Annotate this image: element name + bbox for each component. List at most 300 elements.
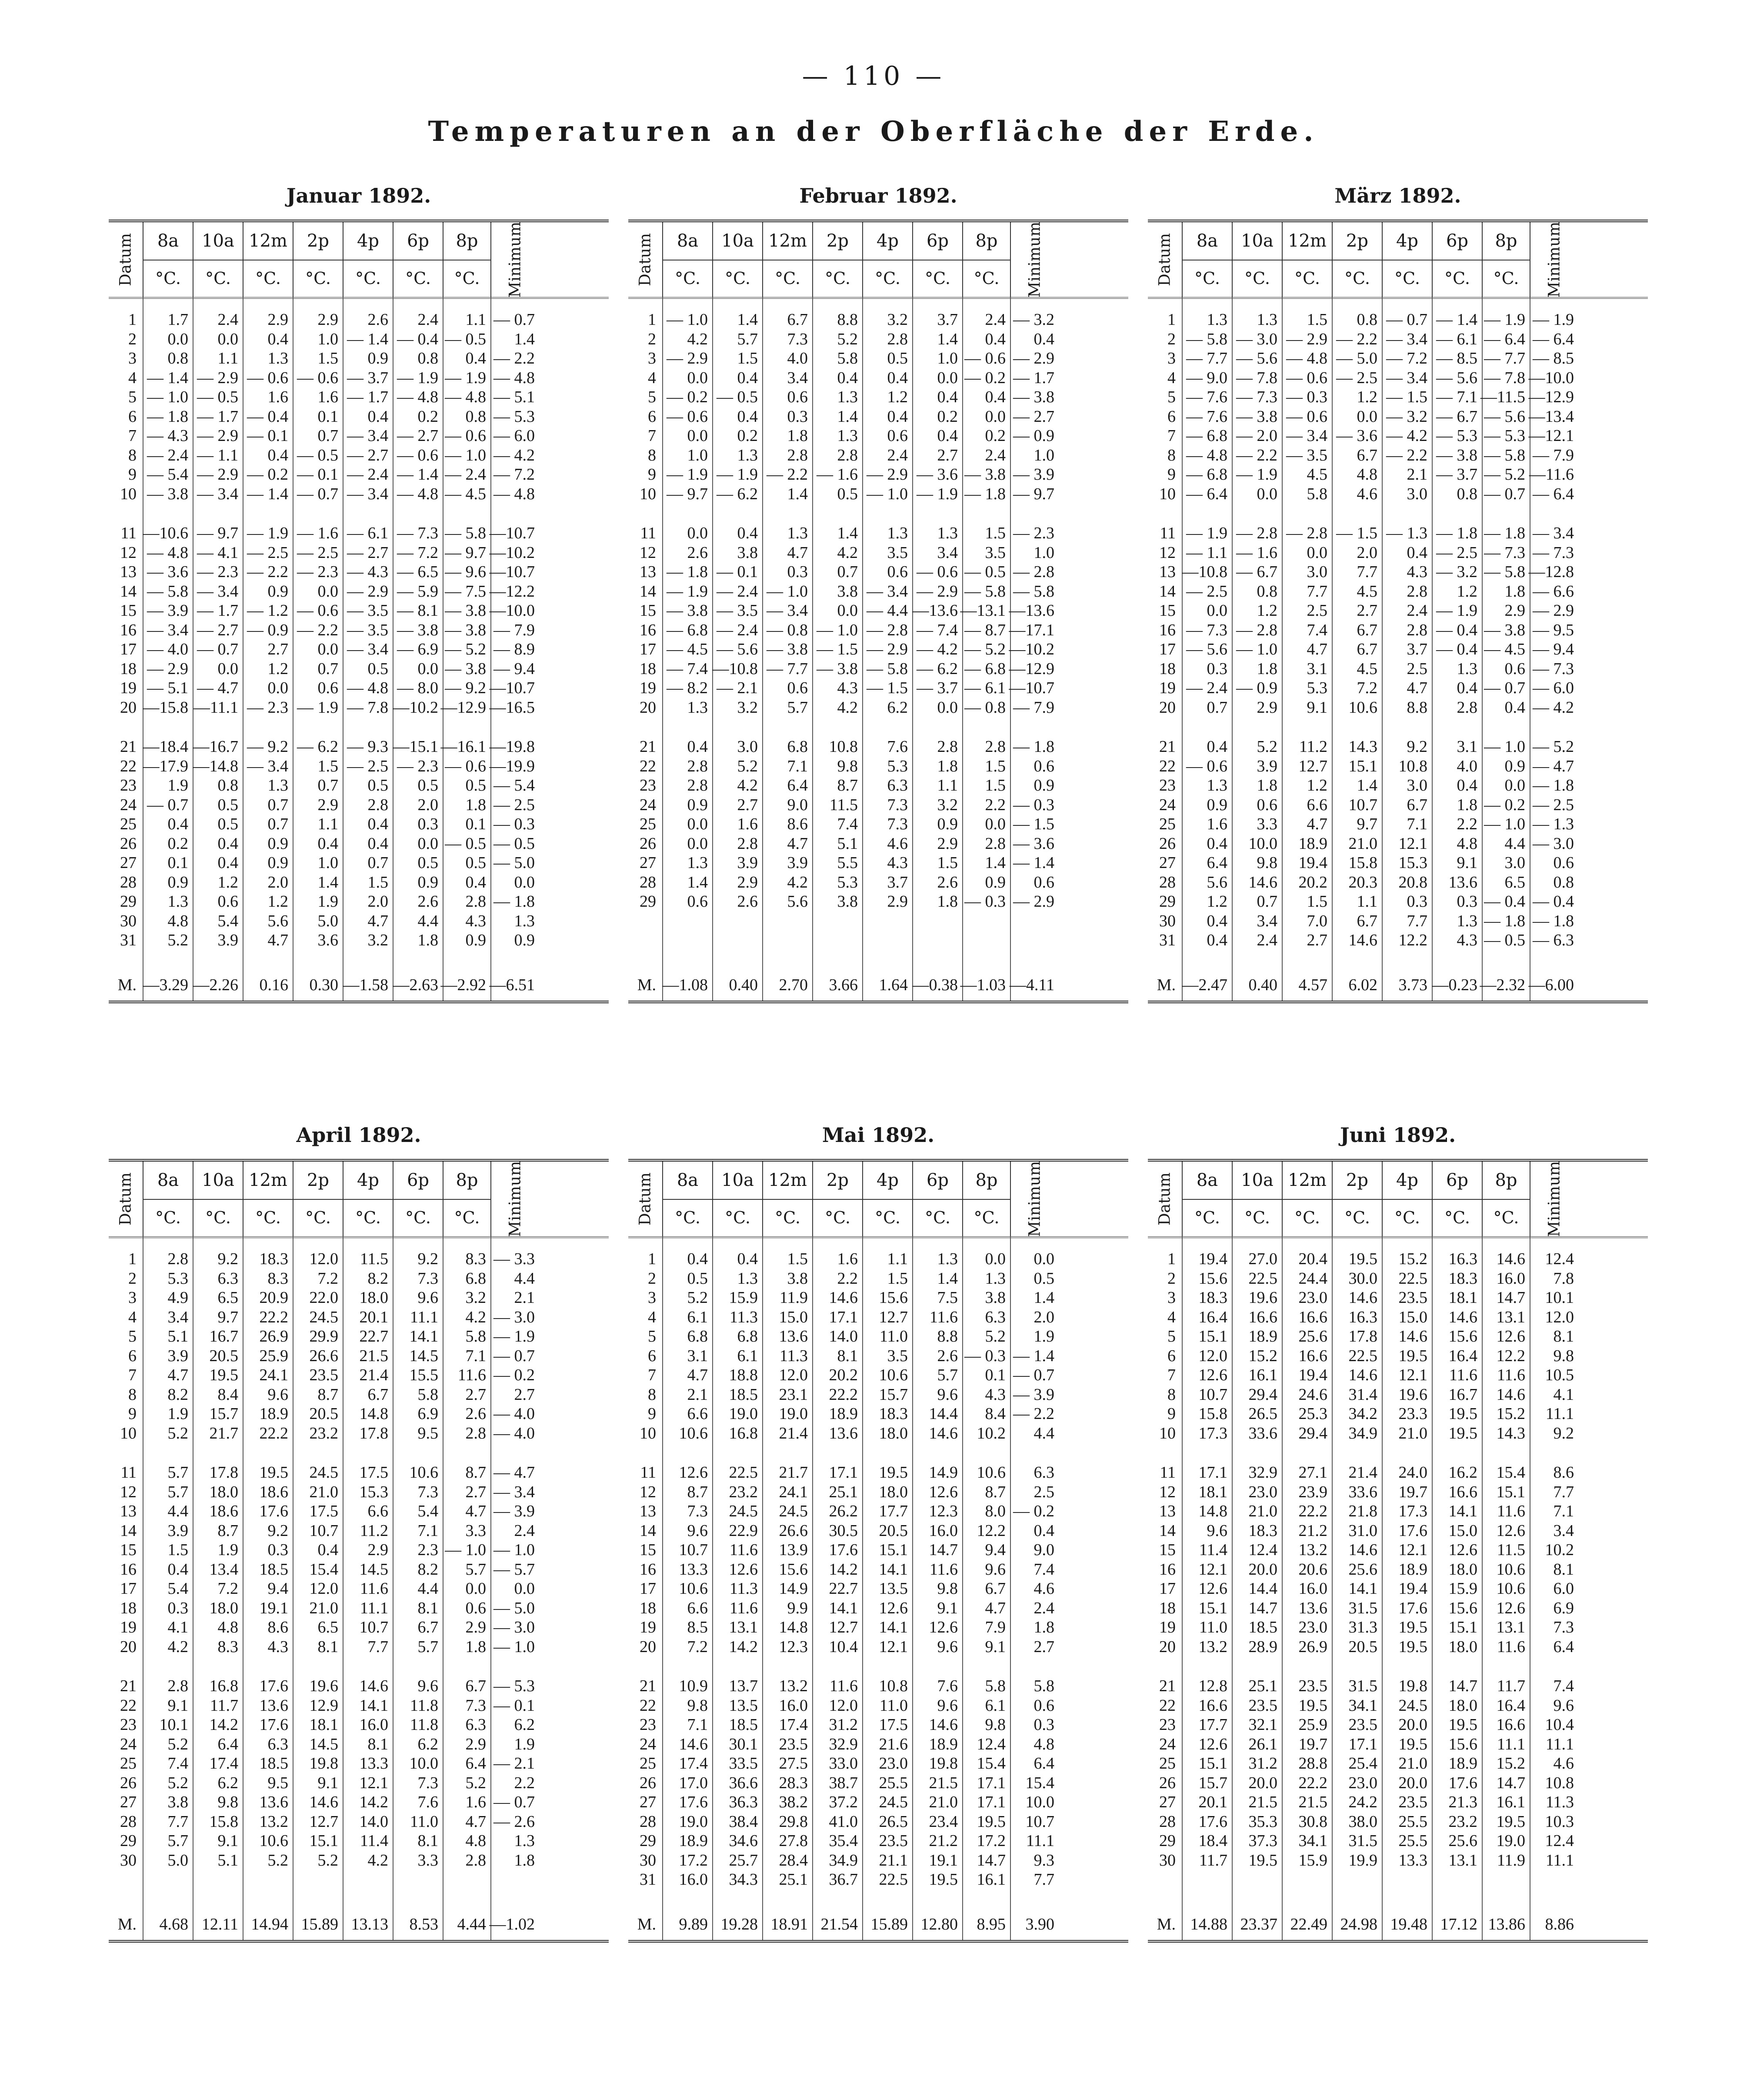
unit-label: °C. [775,269,800,288]
temperature-cell: 1.0 [1034,543,1054,562]
temperature-cell: 0.7 [367,854,388,872]
temperature-cell: — 1.0 [493,1541,535,1559]
day-number: 3 [1167,349,1176,367]
temperature-cell: — 1.4 [1013,1346,1054,1365]
temperature-cell: 7.7 [1407,911,1427,930]
temperature-cell: 14.8 [1198,1502,1227,1520]
temperature-cell: 21.1 [879,1851,908,1870]
temperature-cell: — 3.8 [397,621,438,639]
temperature-cell: 22.7 [829,1579,858,1598]
day-number: 8 [1167,446,1176,464]
temperature-cell: 13.5 [879,1579,908,1598]
temperature-cell: — 3.4 [493,1482,535,1501]
temperature-cell: — 4.8 [493,484,535,503]
day-number: 1 [128,310,137,329]
temperature-cell: 15.7 [1198,1773,1227,1792]
temperature-cell: 0.3 [1207,659,1227,678]
day-number: 26 [120,1773,137,1792]
temperature-cell: 1.3 [737,446,758,464]
temperature-cell: — 9.7 [1013,484,1054,503]
temperature-cell: 16.1 [1496,1793,1525,1811]
mean-value: 12.80 [920,1915,958,1933]
temperature-cell: 11.0 [410,1812,438,1831]
temperature-cell: 15.8 [1198,1405,1227,1423]
temperature-cell: 7.2 [1357,679,1377,697]
temperature-cell: 23.5 [1398,1793,1427,1811]
temperature-cell: — 4.1 [197,543,238,562]
temperature-cell: 1.2 [1357,388,1377,406]
temperature-cell: 2.9 [465,1618,486,1636]
temperature-cell: 9.1 [317,1773,338,1792]
temperature-cell: — 6.8 [667,621,708,639]
temperature-cell: 16.0 [929,1521,958,1540]
temperature-cell: 4.9 [167,1289,188,1307]
temperature-cell: 1.4 [737,310,758,329]
temperature-cell: 1.3 [837,388,858,406]
temperature-cell: — 7.6 [1186,388,1227,406]
temperature-cell: 7.7 [1357,563,1377,581]
temperature-cell: 12.1 [879,1637,908,1656]
temperature-cell: 19.7 [1298,1735,1327,1753]
page-number: — 110 — [802,61,945,91]
temperature-cell: 11.4 [1199,1541,1227,1559]
temperature-cell: 23.0 [1298,1618,1327,1636]
temperature-cell: 4.2 [465,1308,486,1326]
temperature-cell: 23.5 [1248,1696,1277,1715]
temperature-cell: — 4.8 [445,388,486,406]
temperature-cell: — 5.4 [493,776,535,795]
minimum-header [491,1162,539,1236]
temperature-cell: 2.8 [167,1677,188,1695]
mean-value: 8.86 [1545,1915,1574,1933]
temperature-cell: 5.4 [167,1579,188,1598]
temperature-cell: 25.5 [1398,1812,1427,1831]
temperature-cell: — 1.9 [1186,524,1227,542]
temperature-cell: — 7.7 [767,659,808,678]
unit-label: °C. [1294,269,1320,288]
temperature-cell: 0.4 [267,330,288,348]
temperature-cell: 7.7 [367,1637,388,1656]
temperature-cell: 22.2 [259,1424,288,1442]
temperature-cell: — 1.3 [1533,815,1574,833]
day-number: 25 [120,815,137,833]
temperature-cell: 5.7 [737,330,758,348]
hour-label: 6p [393,222,443,260]
temperature-cell: 8.2 [167,1385,188,1404]
temperature-cell: 11.6 [829,1677,858,1695]
temperature-cell: 9.6 [937,1385,958,1404]
temperature-cell: 10.7 [1198,1385,1227,1404]
day-number: 6 [648,1346,656,1365]
temperature-cell: 11.7 [1497,1677,1525,1695]
temperature-cell: 22.2 [829,1385,858,1404]
temperature-cell: 11.7 [210,1696,238,1715]
temperature-cell: 17.6 [1398,1599,1427,1617]
temperature-cell: 21.8 [1348,1502,1377,1520]
temperature-cell: 7.2 [317,1269,338,1288]
temperature-cell: 33.0 [829,1754,858,1773]
temperature-cell: 9.2 [217,1250,238,1268]
temperature-cell: 18.5 [259,1754,288,1773]
temperature-cell: — 0.5 [1484,931,1525,949]
temperature-cell: 12.7 [829,1618,858,1636]
temperature-cell: 3.9 [1257,757,1277,775]
day-number: 10 [1159,1424,1176,1442]
temperature-cell: 11.6 [929,1308,958,1326]
temperature-cell: 0.0 [985,815,1006,833]
temperature-cell: 4.8 [217,1618,238,1636]
day-number: 18 [120,659,137,678]
unit-label: °C. [255,1208,281,1227]
day-number: 3 [128,1289,137,1307]
temperature-cell: 7.9 [985,1618,1006,1636]
mean-value: 19.48 [1390,1915,1427,1933]
temperature-cell: 12.6 [929,1618,958,1636]
day-number: 28 [120,1812,137,1831]
temperature-cell: 11.8 [410,1696,438,1715]
temperature-cell: 18.4 [1198,1832,1227,1850]
temperature-cell: — 1.8 [493,892,535,911]
temperature-cell: — 1.0 [493,1637,535,1656]
temperature-cell: — 2.7 [347,543,388,562]
day-number: 5 [128,1327,137,1345]
minimum-header [491,222,539,297]
mean-value: —2.26 [193,976,238,994]
day-number: 20 [120,1637,137,1656]
temperature-cell: 0.8 [417,349,438,367]
temperature-cell: — 1.2 [247,601,288,620]
hour-header [1483,222,1530,297]
temperature-cell: 25.1 [829,1482,858,1501]
temperature-cell: 19.5 [209,1366,238,1384]
day-number: 22 [640,1696,656,1715]
temperature-cell: 19.5 [879,1463,908,1482]
temperature-cell: 1.0 [687,446,708,464]
temperature-cell: — 5.1 [147,679,188,697]
temperature-cell: 4.1 [1553,1385,1574,1404]
temperature-cell: 8.6 [787,815,808,833]
month-block [1148,183,1648,1035]
temperature-cell: — 1.9 [1436,601,1477,620]
temperature-cell: — 3.5 [347,601,388,620]
temperature-cell: 2.8 [985,738,1006,756]
temperature-cell: 1.9 [217,1541,238,1559]
hour-header [1383,222,1433,297]
temperature-cell: 7.1 [687,1716,708,1734]
temperature-cell: —17.1 [1009,621,1054,639]
temperature-cell: 0.3 [1034,1716,1054,1734]
temperature-cell: 24.0 [1398,1463,1427,1482]
temperature-cell: — 1.4 [347,330,388,348]
temperature-cell: 2.4 [985,310,1006,329]
temperature-cell: 5.0 [317,911,338,930]
temperature-cell: 16.6 [1496,1716,1525,1734]
temperature-cell: 5.3 [167,1269,188,1288]
temperature-cell: 0.5 [687,1269,708,1288]
temperature-cell: — 3.3 [493,1250,535,1268]
temperature-cell: — 0.6 [397,446,438,464]
temperature-cell: 1.5 [985,757,1006,775]
mean-value: 21.54 [820,1915,858,1933]
temperature-cell: 14.6 [1448,1308,1477,1326]
day-number: 1 [648,310,656,329]
temperature-cell: — 4.8 [147,543,188,562]
temperature-cell: 2.6 [465,1405,486,1423]
temperature-cell: — 6.1 [964,679,1006,697]
temperature-cell: 13.7 [729,1677,758,1695]
hour-label: 8p [1483,1162,1530,1200]
day-number: 1 [1167,1250,1176,1268]
temperature-cell: —10.8 [712,659,758,678]
temperature-cell: 9.1 [1307,698,1327,717]
temperature-cell: 1.3 [167,892,188,911]
temperature-cell: 0.9 [937,815,958,833]
hour-header [1383,1162,1433,1236]
day-number: 11 [1160,1463,1176,1482]
temperature-cell: — 3.8 [767,640,808,658]
month-block [628,1122,1128,1974]
unit-label: °C. [1194,269,1220,288]
temperature-cell: — 9.2 [445,679,486,697]
day-number: 9 [128,465,137,484]
day-number: 27 [640,854,656,872]
temperature-cell: 1.4 [787,484,808,503]
temperature-cell: 33.5 [729,1754,758,1773]
temperature-cell: 25.5 [1398,1832,1427,1850]
temperature-cell: 31.3 [1348,1618,1377,1636]
temperature-cell: 17.6 [259,1502,288,1520]
temperature-cell: 0.0 [687,834,708,853]
day-number: 29 [120,892,137,911]
temperature-cell: 0.6 [1504,659,1525,678]
day-number: 30 [120,1851,137,1870]
temperature-cell: 1.8 [787,427,808,445]
temperature-cell: 0.4 [985,330,1006,348]
data-column [1183,1236,1233,1940]
mean-value: 3.73 [1398,976,1427,994]
temperature-cell: 17.1 [977,1773,1006,1792]
temperature-cell: — 4.5 [1484,640,1525,658]
temperature-cell: — 0.8 [767,621,808,639]
temperature-cell: 12.4 [1545,1832,1574,1850]
hour-label: 2p [293,222,343,260]
day-number: 20 [640,1637,656,1656]
temperature-cell: — 1.9 [717,465,758,484]
temperature-cell: 4.7 [985,1599,1006,1617]
day-number: 17 [120,1579,137,1598]
temperature-cell: — 1.0 [1236,640,1277,658]
temperature-cell: 11.3 [729,1308,758,1326]
temperature-cell: 16.4 [1496,1696,1525,1715]
day-number: 14 [120,1521,137,1540]
temperature-cell: 14.4 [929,1405,958,1423]
temperature-cell: 11.6 [1497,1366,1525,1384]
temperature-cell: 13.6 [829,1424,858,1442]
data-column [1283,1236,1333,1940]
temperature-cell: — 1.1 [197,446,238,464]
temperature-cell: — 3.4 [1386,330,1427,348]
temperature-cell: 3.4 [1257,911,1277,930]
temperature-cell: 8.3 [217,1637,238,1656]
temperature-cell: 0.3 [267,1541,288,1559]
temperature-cell: 26.5 [1248,1405,1277,1423]
temperature-cell: — 2.7 [397,427,438,445]
minimum-header [1530,222,1578,297]
temperature-cell: 12.0 [309,1579,338,1598]
data-column [491,1236,539,1940]
temperature-cell: — 7.9 [1533,446,1574,464]
day-number: 21 [640,738,656,756]
temperature-cell: 1.5 [1307,892,1327,911]
mean-label: M. [117,1915,137,1933]
day-number: 20 [1159,1637,1176,1656]
temperature-cell: — 0.7 [1013,1366,1054,1384]
temperature-cell: — 1.5 [1013,815,1054,833]
temperature-cell: 2.7 [1034,1637,1054,1656]
temperature-cell: 0.4 [367,815,388,833]
temperature-cell: 3.8 [167,1793,188,1811]
temperature-cell: 17.6 [259,1677,288,1695]
temperature-cell: — 3.5 [717,601,758,620]
day-number: 22 [120,1696,137,1715]
temperature-cell: 0.0 [1357,407,1377,426]
temperature-cell: 13.2 [1198,1637,1227,1656]
temperature-cell: 0.9 [1207,795,1227,814]
temperature-cell: —16.7 [193,738,238,756]
temperature-cell: 0.0 [1504,776,1525,795]
temperature-cell: — 7.4 [917,621,958,639]
temperature-cell: 15.6 [1448,1735,1477,1753]
temperature-cell: 14.1 [879,1560,908,1579]
day-number: 12 [640,543,656,562]
temperature-cell: 17.6 [829,1541,858,1559]
temperature-cell: 35.4 [829,1832,858,1850]
minimum-text: Minimum [1545,1161,1564,1237]
temperature-cell: — 3.7 [1436,465,1477,484]
temperature-cell: — 4.0 [147,640,188,658]
temperature-cell: 2.7 [465,1482,486,1501]
temperature-cell: 16.7 [209,1327,238,1345]
month-block [628,183,1128,1035]
temperature-cell: 38.0 [1348,1812,1377,1831]
temperature-cell: 4.7 [367,911,388,930]
temperature-cell: — 0.4 [1436,621,1477,639]
temperature-cell: 22.5 [729,1463,758,1482]
temperature-cell: 14.7 [1248,1599,1277,1617]
temperature-cell: — 7.2 [397,543,438,562]
temperature-cell: 13.6 [1448,873,1477,891]
temperature-cell: 6.7 [1357,640,1377,658]
temperature-cell: 7.3 [887,795,908,814]
temperature-cell: 4.4 [514,1269,535,1288]
temperature-cell: 18.3 [1198,1289,1227,1307]
temperature-cell: 22.5 [1248,1269,1277,1288]
temperature-cell: 0.4 [367,834,388,853]
temperature-cell: 2.8 [787,446,808,464]
temperature-cell: 0.2 [167,834,188,853]
hour-label: 10a [713,1162,762,1200]
temperature-cell: 23.2 [1448,1812,1477,1831]
hour-header [813,1162,863,1236]
temperature-cell: — 2.9 [1013,349,1054,367]
temperature-cell: 31.5 [1348,1832,1377,1850]
temperature-cell: 15.7 [879,1385,908,1404]
temperature-cell: 4.8 [167,911,188,930]
temperature-cell: — 5.8 [147,582,188,601]
temperature-cell: 5.3 [1307,679,1327,697]
day-number: 8 [648,1385,656,1404]
temperature-cell: 9.8 [937,1579,958,1598]
temperature-cell: 5.8 [837,349,858,367]
hour-label: 2p [1333,1162,1382,1200]
day-number: 26 [640,834,656,853]
temperature-cell: 10.7 [679,1541,708,1559]
temperature-cell: 17.7 [879,1502,908,1520]
day-number: 15 [120,601,137,620]
temperature-cell: 14.9 [779,1579,808,1598]
temperature-cell: 20.3 [1348,873,1377,891]
temperature-cell: 19.0 [1496,1832,1525,1850]
mean-value: 9.89 [679,1915,708,1933]
temperature-cell: 10.7 [1025,1812,1054,1831]
hour-label: 6p [393,1162,443,1200]
temperature-cell: 15.1 [879,1541,908,1559]
temperature-cell: — 0.3 [964,892,1006,911]
temperature-cell: 1.5 [985,524,1006,542]
data-column [913,1236,963,1940]
temperature-cell: 1.5 [317,757,338,775]
temperature-cell: 8.1 [1553,1327,1574,1345]
temperature-cell: 23.0 [1348,1773,1377,1792]
temperature-cell: — 0.7 [147,795,188,814]
temperature-cell: — 1.4 [1436,310,1477,329]
data-column [1233,1236,1283,1940]
temperature-cell: 1.3 [737,1269,758,1288]
temperature-cell: 15.8 [1348,854,1377,872]
temperature-cell: 23.3 [1398,1405,1427,1423]
temperature-cell: —16.1 [440,738,486,756]
day-number: 6 [1167,1346,1176,1365]
temperature-cell: 7.5 [937,1289,958,1307]
temperature-cell: 2.0 [367,892,388,911]
mean-value: 4.68 [159,1915,188,1933]
temperature-cell: 0.4 [737,368,758,387]
temperature-cell: 28.4 [779,1851,808,1870]
temperature-cell: 3.1 [687,1346,708,1365]
temperature-cell: 18.3 [879,1405,908,1423]
temperature-cell: 14.1 [829,1599,858,1617]
temperature-cell: 13.5 [729,1696,758,1715]
temperature-cell: 4.5 [1307,465,1327,484]
temperature-cell: 4.3 [267,1637,288,1656]
hour-header [1233,1162,1283,1236]
temperature-cell: 14.3 [1496,1424,1525,1442]
temperature-cell: 1.9 [317,892,338,911]
temperature-cell: 6.1 [985,1696,1006,1715]
temperature-cell: — 6.4 [1533,484,1574,503]
temperature-cell: 15.1 [1348,757,1377,775]
temperature-cell: 2.8 [687,776,708,795]
data-column [1383,1236,1433,1940]
month-title: Januar 1892. [286,184,431,207]
datum-text: Datum [1156,233,1174,287]
temperature-cell: 9.6 [985,1560,1006,1579]
temperature-cell: 16.1 [1248,1366,1277,1384]
hour-label: 10a [193,222,243,260]
temperature-cell: 0.5 [837,484,858,503]
temperature-cell: —13.6 [1009,601,1054,620]
hour-label: 6p [913,1162,962,1200]
